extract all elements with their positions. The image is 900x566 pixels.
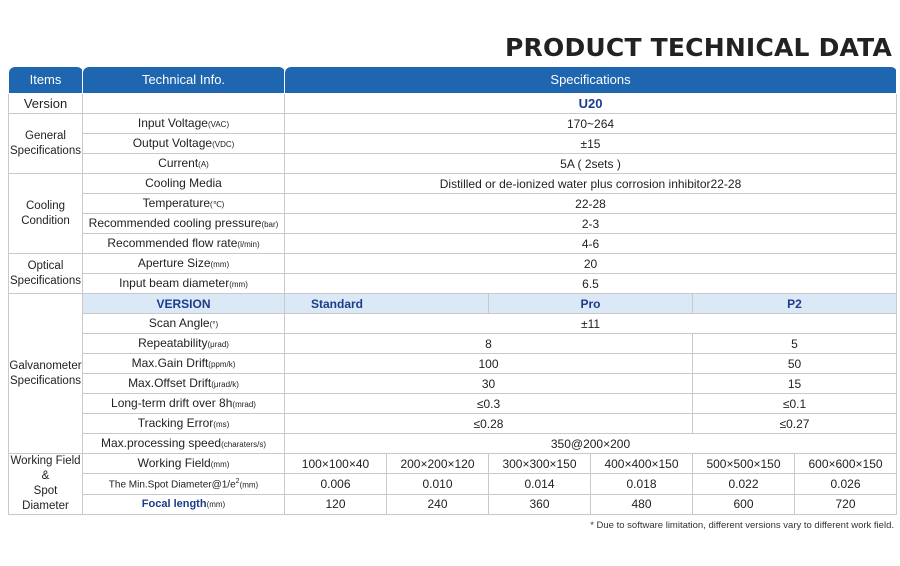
table-row (9, 154, 897, 174)
row-label: The Min.Spot $Diameter@1/e^2(mm)$ (83, 474, 285, 494)
row-value: 100 (285, 354, 693, 374)
table-row (9, 454, 897, 474)
row-value: ≤0.28 (285, 414, 693, 434)
table-row (9, 434, 897, 454)
row-label: Repeatability(μrad) (83, 334, 285, 354)
row-value: 200×200×120 (387, 454, 489, 474)
row-value: 300×300×150 (489, 454, 591, 474)
row-label: Long-term drift over 8h(mrad) (83, 394, 285, 414)
table-row (9, 494, 897, 514)
row-value: 500×500×150 (693, 454, 795, 474)
table-row (9, 194, 897, 214)
table-row (9, 314, 897, 334)
row-value: 0.006 (285, 474, 387, 494)
table-row (9, 374, 897, 394)
row-value: 22-28 (285, 194, 897, 214)
row-value: 50 (693, 354, 897, 374)
version-standard: Standard (285, 294, 489, 314)
table-header (9, 67, 897, 94)
row-label: Aperture Size(mm) (83, 254, 285, 274)
version-pro: Pro (489, 294, 693, 314)
row-value: 2-3 (285, 214, 897, 234)
footnote: * Due to software limitation, different versions vary to different work field. (590, 520, 894, 531)
row-value: ±11 (285, 314, 897, 334)
version-header: VERSION (83, 294, 285, 314)
category-working: Working Field & Spot Diameter (9, 454, 83, 515)
row-label: Recommended flow rate(l/min) (83, 234, 285, 254)
row-value: 360 (489, 494, 591, 514)
row-value: 20 (285, 254, 897, 274)
row-value: 120 (285, 494, 387, 514)
row-label: Recommended cooling pressure(bar) (83, 214, 285, 234)
table-row (9, 234, 897, 254)
table-row (9, 114, 897, 134)
row-label: Temperature(℃) (83, 194, 285, 214)
table-row (9, 134, 897, 154)
row-value: Distilled or de-ionized water plus corrosion inhibitor22-28 (285, 174, 897, 194)
row-value: 0.022 (693, 474, 795, 494)
category-general: General Specifications (9, 114, 83, 174)
header-items: Items (9, 67, 83, 94)
row-label: Cooling Media (83, 174, 285, 194)
row-label: Focal length(mm) (83, 494, 285, 514)
row-label: Max.Offset Drift(μrad/k) (83, 374, 285, 394)
row-value: 8 (285, 334, 693, 354)
row-value: 600×600×150 (795, 454, 897, 474)
header-specs: Specifications (285, 67, 897, 94)
table-row (9, 294, 897, 314)
spec-table (8, 66, 897, 515)
row-value: 0.026 (795, 474, 897, 494)
row-label: Output Voltage(VDC) (83, 134, 285, 154)
table-row (9, 334, 897, 354)
version-value: U20 (285, 94, 897, 114)
table-row (9, 414, 897, 434)
version-empty (83, 94, 285, 114)
table-row (9, 214, 897, 234)
row-value: 100×100×40 (285, 454, 387, 474)
table-row (9, 394, 897, 414)
row-value: 0.018 (591, 474, 693, 494)
row-value: 6.5 (285, 274, 897, 294)
table-row (9, 94, 897, 114)
page-title: PRODUCT TECHNICAL DATA (505, 33, 892, 62)
row-value: 15 (693, 374, 897, 394)
category-galvo: Galvanometer Specifications (9, 294, 83, 454)
table-row (9, 174, 897, 194)
row-value: 5 (693, 334, 897, 354)
row-value: 600 (693, 494, 795, 514)
row-label: Tracking Error(ms) (83, 414, 285, 434)
row-label: Working Field(mm) (83, 454, 285, 474)
row-label: Max.processing speed(charaters/s) (83, 434, 285, 454)
version-p2: P2 (693, 294, 897, 314)
row-value: 170~264 (285, 114, 897, 134)
row-value: ≤0.3 (285, 394, 693, 414)
row-label: Max.Gain Drift(ppm/k) (83, 354, 285, 374)
category-optical: Optical Specifications (9, 254, 83, 294)
row-label: Input Voltage(VAC) (83, 114, 285, 134)
row-value: 5A ( 2sets ) (285, 154, 897, 174)
row-value: 30 (285, 374, 693, 394)
row-value: ±15 (285, 134, 897, 154)
row-value: 0.014 (489, 474, 591, 494)
row-label: Input beam diameter(mm) (83, 274, 285, 294)
version-label: Version (9, 94, 83, 114)
row-value: ≤0.27 (693, 414, 897, 434)
row-value: ≤0.1 (693, 394, 897, 414)
row-value: 0.010 (387, 474, 489, 494)
category-cooling: Cooling Condition (9, 174, 83, 254)
table-row (9, 254, 897, 274)
row-value: 400×400×150 (591, 454, 693, 474)
table-row (9, 354, 897, 374)
row-value: 720 (795, 494, 897, 514)
row-value: 480 (591, 494, 693, 514)
table-row (9, 274, 897, 294)
row-label: Current(A) (83, 154, 285, 174)
row-label: Scan Angle(°) (83, 314, 285, 334)
row-value: 350@200×200 (285, 434, 897, 454)
row-value: 240 (387, 494, 489, 514)
header-technical: Technical Info. (83, 67, 285, 94)
table-row (9, 474, 897, 494)
row-value: 4-6 (285, 234, 897, 254)
